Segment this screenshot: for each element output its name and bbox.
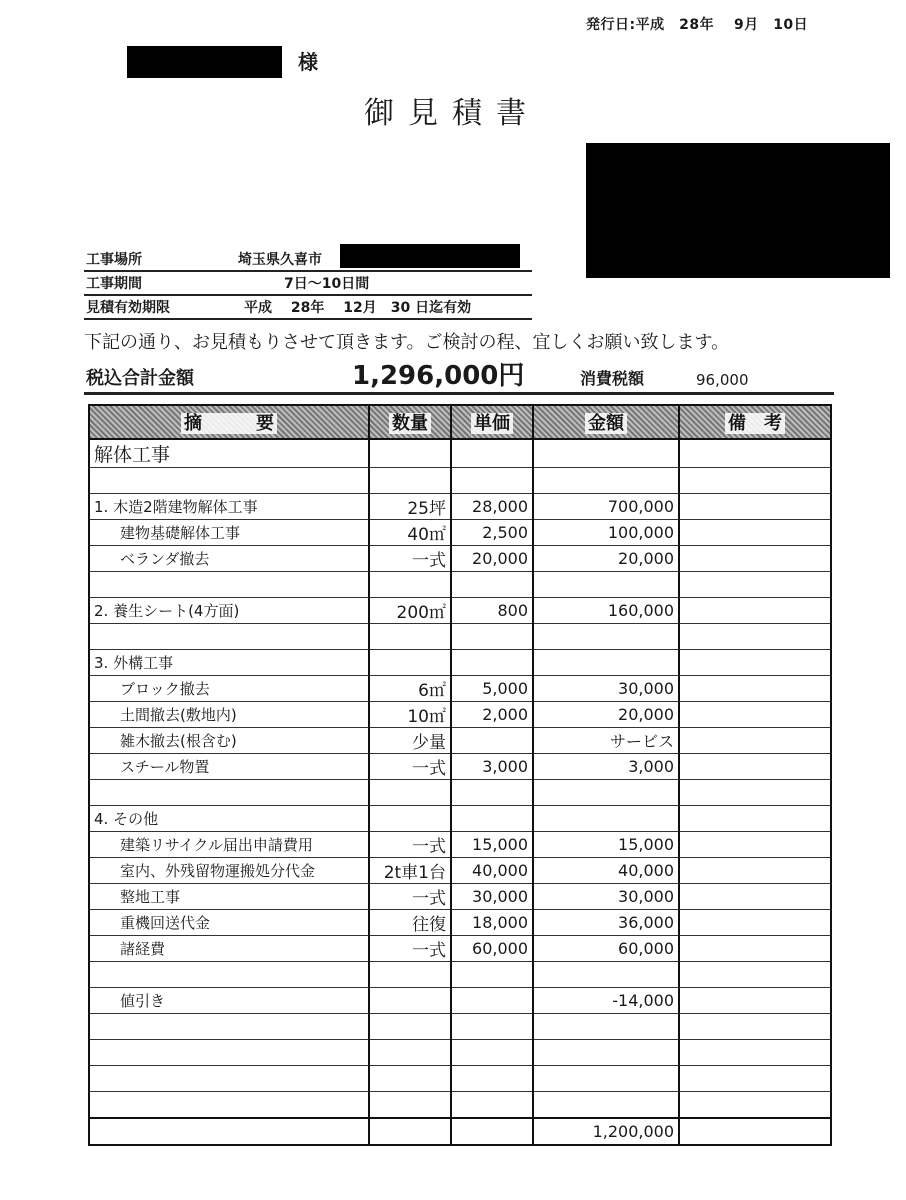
redacted-company-block bbox=[586, 143, 890, 278]
site-label: 工事場所 bbox=[86, 252, 142, 268]
period-row bbox=[84, 272, 532, 296]
cell-notes bbox=[679, 728, 831, 754]
cell-quantity bbox=[369, 780, 451, 806]
cell-quantity bbox=[369, 1014, 451, 1040]
table-row bbox=[89, 650, 831, 676]
tax-label: 消費税額 bbox=[580, 369, 645, 388]
cell-unit-price bbox=[451, 728, 533, 754]
header-notes: 備 考 bbox=[679, 405, 831, 439]
cell-notes bbox=[679, 598, 831, 624]
document-title: 御見積書 bbox=[364, 96, 540, 131]
table-row bbox=[89, 936, 831, 962]
cell-description: 値引き bbox=[89, 988, 369, 1014]
cell-notes bbox=[679, 1040, 831, 1066]
table-row bbox=[89, 546, 831, 572]
table-row bbox=[89, 1092, 831, 1119]
cell-quantity: 6㎡ bbox=[369, 676, 451, 702]
cell-unit-price: 2,500 bbox=[451, 520, 533, 546]
cell-description bbox=[89, 468, 369, 494]
intro-text: 下記の通り、お見積もりさせて頂きます。ご検討の程、宜しくお願い致します。 bbox=[84, 332, 730, 353]
cell-description: 土間撤去(敷地内) bbox=[89, 702, 369, 728]
issue-date: 発行日:平成 28年 9月 10日 bbox=[586, 17, 809, 33]
cell-amount: 30,000 bbox=[533, 676, 679, 702]
cell-amount bbox=[533, 439, 679, 468]
cell-amount: 15,000 bbox=[533, 832, 679, 858]
header-quantity: 数量 bbox=[369, 405, 451, 439]
cell-amount: 20,000 bbox=[533, 702, 679, 728]
cell-amount: 160,000 bbox=[533, 598, 679, 624]
cell-quantity bbox=[369, 806, 451, 832]
cell-description: 4. その他 bbox=[89, 806, 369, 832]
cell-quantity: 一式 bbox=[369, 754, 451, 780]
cell-unit-price bbox=[451, 468, 533, 494]
cell-unit-price: 800 bbox=[451, 598, 533, 624]
cell-amount bbox=[533, 806, 679, 832]
cell-description: スチール物置 bbox=[89, 754, 369, 780]
table-row bbox=[89, 494, 831, 520]
cell-notes bbox=[679, 624, 831, 650]
cell-notes bbox=[679, 1092, 831, 1119]
cell-unit-price bbox=[451, 650, 533, 676]
cell-notes bbox=[679, 546, 831, 572]
table-row bbox=[89, 439, 831, 468]
cell-notes bbox=[679, 676, 831, 702]
cell-unit-price bbox=[451, 439, 533, 468]
table-row bbox=[89, 988, 831, 1014]
cell-notes bbox=[679, 439, 831, 468]
table-row bbox=[89, 572, 831, 598]
cell-description: 3. 外構工事 bbox=[89, 650, 369, 676]
cell-description bbox=[89, 624, 369, 650]
table-row bbox=[89, 754, 831, 780]
cell-quantity: 少量 bbox=[369, 728, 451, 754]
table-header-row bbox=[89, 405, 831, 439]
table-row bbox=[89, 858, 831, 884]
cell-amount bbox=[533, 962, 679, 988]
cell-notes bbox=[679, 520, 831, 546]
cell-notes bbox=[679, 702, 831, 728]
header-amount: 金額 bbox=[533, 405, 679, 439]
cell-amount: -14,000 bbox=[533, 988, 679, 1014]
cell-amount bbox=[533, 572, 679, 598]
cell-unit-price bbox=[451, 1040, 533, 1066]
cell-notes bbox=[679, 754, 831, 780]
cell-notes bbox=[679, 780, 831, 806]
cell-quantity: 40㎡ bbox=[369, 520, 451, 546]
cell-quantity bbox=[369, 1092, 451, 1119]
cell-notes bbox=[679, 884, 831, 910]
cell-quantity bbox=[369, 1040, 451, 1066]
cell-unit-price bbox=[451, 1014, 533, 1040]
cell-notes bbox=[679, 858, 831, 884]
table-row bbox=[89, 1014, 831, 1040]
cell-description: 1. 木造2階建物解体工事 bbox=[89, 494, 369, 520]
cell-unit-price: 28,000 bbox=[451, 494, 533, 520]
cell-quantity bbox=[369, 988, 451, 1014]
cell-unit-price: 20,000 bbox=[451, 546, 533, 572]
cell-unit-price bbox=[451, 572, 533, 598]
table-row bbox=[89, 520, 831, 546]
cell-description: 室内、外残留物運搬処分代金 bbox=[89, 858, 369, 884]
table-row bbox=[89, 1066, 831, 1092]
validity-row bbox=[84, 296, 532, 320]
cell-description: 建物基礎解体工事 bbox=[89, 520, 369, 546]
cell-notes bbox=[679, 832, 831, 858]
cell-amount bbox=[533, 780, 679, 806]
table-row bbox=[89, 676, 831, 702]
cell-description: ブロック撤去 bbox=[89, 676, 369, 702]
cell-description: 建築リサイクル届出申請費用 bbox=[89, 832, 369, 858]
cell-unit-price bbox=[451, 962, 533, 988]
period-value: 7日～10日間 bbox=[284, 276, 370, 292]
cell-quantity bbox=[369, 650, 451, 676]
cell-amount: 3,000 bbox=[533, 754, 679, 780]
cell-description: 諸経費 bbox=[89, 936, 369, 962]
cell-amount: サービス bbox=[533, 728, 679, 754]
cell-quantity bbox=[369, 962, 451, 988]
cell-quantity: 200㎡ bbox=[369, 598, 451, 624]
cell-amount bbox=[533, 1014, 679, 1040]
cell-unit-price: 5,000 bbox=[451, 676, 533, 702]
cell-amount bbox=[533, 650, 679, 676]
cell-notes bbox=[679, 650, 831, 676]
cell-quantity: 2t車1台 bbox=[369, 858, 451, 884]
cell-quantity: 一式 bbox=[369, 884, 451, 910]
header-description: 摘 要 bbox=[89, 405, 369, 439]
cell-description: ベランダ撤去 bbox=[89, 546, 369, 572]
cell-notes bbox=[679, 962, 831, 988]
cell-quantity: 25坪 bbox=[369, 494, 451, 520]
cell-description bbox=[89, 1066, 369, 1092]
cell-amount: 30,000 bbox=[533, 884, 679, 910]
total-row bbox=[89, 1118, 831, 1145]
cell-quantity: 一式 bbox=[369, 936, 451, 962]
tax-amount: 96,000 bbox=[696, 371, 749, 389]
cell-amount: 100,000 bbox=[533, 520, 679, 546]
cell-description: 整地工事 bbox=[89, 884, 369, 910]
validity-label: 見積有効期限 bbox=[86, 300, 170, 316]
cell-unit-price: 30,000 bbox=[451, 884, 533, 910]
estimate-table bbox=[88, 404, 832, 1146]
site-value: 埼玉県久喜市 bbox=[238, 252, 322, 268]
cell-notes bbox=[679, 806, 831, 832]
table-row bbox=[89, 962, 831, 988]
cell-quantity: 一式 bbox=[369, 546, 451, 572]
table-row bbox=[89, 910, 831, 936]
cell-amount bbox=[533, 1066, 679, 1092]
redacted-site-address bbox=[340, 244, 520, 268]
table-row bbox=[89, 598, 831, 624]
cell-unit-price bbox=[451, 806, 533, 832]
cell-amount: 700,000 bbox=[533, 494, 679, 520]
cell-unit-price: 2,000 bbox=[451, 702, 533, 728]
total-amount: 1,296,000円 bbox=[352, 361, 525, 391]
table-row bbox=[89, 468, 831, 494]
cell-unit-price bbox=[451, 1066, 533, 1092]
cell-unit-price bbox=[451, 988, 533, 1014]
cell-description: 2. 養生シート(4方面) bbox=[89, 598, 369, 624]
cell-description bbox=[89, 962, 369, 988]
period-label: 工事期間 bbox=[86, 276, 142, 292]
cell-description: 雑木撤去(根含む) bbox=[89, 728, 369, 754]
cell-description bbox=[89, 780, 369, 806]
cell-amount bbox=[533, 624, 679, 650]
cell-amount: 40,000 bbox=[533, 858, 679, 884]
cell-notes bbox=[679, 572, 831, 598]
cell-notes bbox=[679, 1066, 831, 1092]
table-row bbox=[89, 624, 831, 650]
cell-quantity bbox=[369, 572, 451, 598]
cell-notes bbox=[679, 910, 831, 936]
cell-quantity bbox=[369, 1118, 451, 1145]
cell-unit-price: 15,000 bbox=[451, 832, 533, 858]
cell-unit-price bbox=[451, 1092, 533, 1119]
cell-amount bbox=[533, 468, 679, 494]
cell-amount bbox=[533, 1092, 679, 1119]
cell-quantity bbox=[369, 624, 451, 650]
validity-value: 平成 28年 12月 30 日迄有効 bbox=[244, 300, 472, 316]
redacted-recipient-name bbox=[127, 46, 282, 78]
cell-notes bbox=[679, 468, 831, 494]
cell-description: 重機回送代金 bbox=[89, 910, 369, 936]
header-unit-price: 単価 bbox=[451, 405, 533, 439]
table-row bbox=[89, 702, 831, 728]
cell-quantity: 一式 bbox=[369, 832, 451, 858]
cell-notes bbox=[679, 936, 831, 962]
cell-unit-price bbox=[451, 1118, 533, 1145]
cell-amount: 1,200,000 bbox=[533, 1118, 679, 1145]
cell-quantity bbox=[369, 1066, 451, 1092]
total-label: 税込合計金額 bbox=[86, 368, 194, 389]
table-row bbox=[89, 884, 831, 910]
cell-description bbox=[89, 1040, 369, 1066]
cell-description bbox=[89, 1014, 369, 1040]
recipient-honorific: 様 bbox=[298, 50, 318, 74]
cell-description bbox=[89, 572, 369, 598]
table-row bbox=[89, 728, 831, 754]
cell-notes bbox=[679, 1118, 831, 1145]
cell-notes bbox=[679, 494, 831, 520]
table-row bbox=[89, 1040, 831, 1066]
cell-amount: 36,000 bbox=[533, 910, 679, 936]
cell-quantity: 10㎡ bbox=[369, 702, 451, 728]
cell-notes bbox=[679, 1014, 831, 1040]
total-summary bbox=[84, 362, 834, 395]
cell-unit-price: 18,000 bbox=[451, 910, 533, 936]
cell-quantity bbox=[369, 439, 451, 468]
cell-quantity bbox=[369, 468, 451, 494]
cell-unit-price: 40,000 bbox=[451, 858, 533, 884]
cell-amount bbox=[533, 1040, 679, 1066]
table-row bbox=[89, 832, 831, 858]
cell-description bbox=[89, 1092, 369, 1119]
table-row bbox=[89, 780, 831, 806]
cell-description bbox=[89, 1118, 369, 1145]
cell-unit-price bbox=[451, 624, 533, 650]
table-row bbox=[89, 806, 831, 832]
cell-amount: 20,000 bbox=[533, 546, 679, 572]
cell-description: 解体工事 bbox=[89, 439, 369, 468]
cell-notes bbox=[679, 988, 831, 1014]
cell-quantity: 往復 bbox=[369, 910, 451, 936]
cell-unit-price: 60,000 bbox=[451, 936, 533, 962]
cell-unit-price bbox=[451, 780, 533, 806]
cell-unit-price: 3,000 bbox=[451, 754, 533, 780]
cell-amount: 60,000 bbox=[533, 936, 679, 962]
